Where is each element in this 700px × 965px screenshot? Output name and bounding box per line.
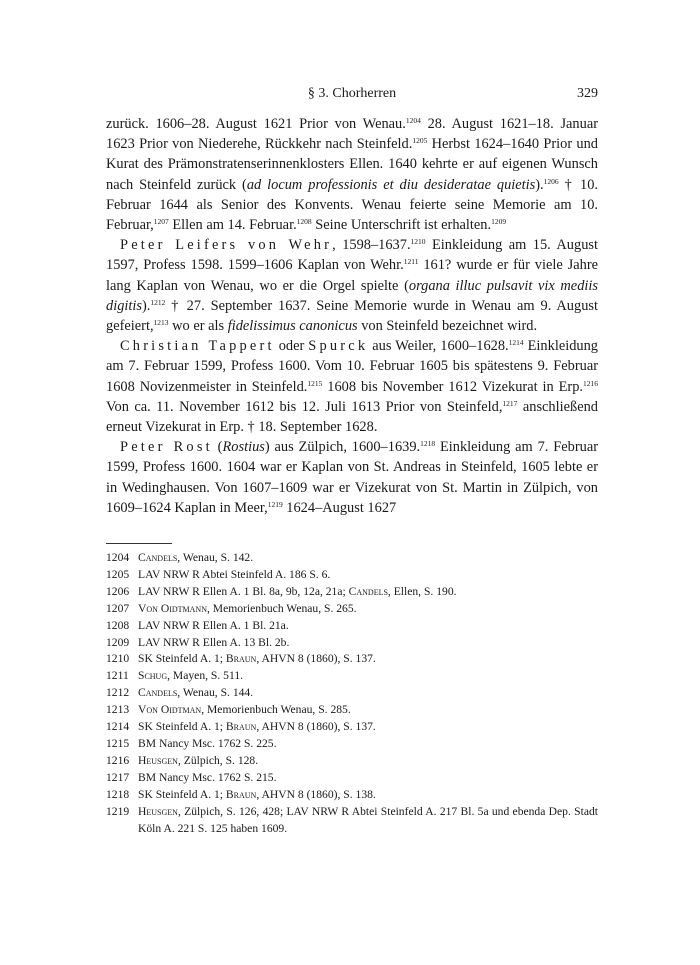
footnote-text	[138, 702, 598, 719]
footnote-ref: 1210	[410, 237, 426, 247]
text-run: Ellen am 14. Februar.	[168, 217, 297, 234]
footnote-ref: 1204	[405, 116, 421, 125]
footnote-ref: 1206	[543, 176, 559, 186]
text-run: , 1598–1637.	[332, 237, 411, 254]
text-run: (	[212, 439, 223, 456]
paragraph	[106, 336, 598, 437]
footnote-ref: 1205	[412, 136, 428, 146]
text-run: 1608 bis November 1612 Vizekurat in Erp.	[322, 378, 583, 395]
citation: LAV NRW R Ellen A. 13 Bl. 2b.	[138, 635, 290, 649]
footnote	[106, 567, 598, 584]
footnote	[106, 787, 598, 804]
citation: BM Nancy Msc. 1762 S. 215.	[138, 770, 277, 784]
latin-quote: organa illuc pulsavit vix mediis digitis	[106, 277, 598, 314]
footnote-number: 1207	[106, 601, 130, 615]
text-run: 1624–August 1627	[282, 499, 397, 516]
footnote-number: 1219	[106, 804, 130, 818]
footnote	[106, 618, 598, 635]
text-run: Einkleidung am 7. Februar 1599, Profess 1600. 1604 war er Kaplan von St. Andreas in Steinfeld, 1605 lebte er in Wedinghausen. Von 1607–1609 war er Vizekurat von St. Martin in Zülpich, von 1609–1624 Kaplan in Meer,	[106, 439, 599, 516]
author: Candels	[138, 551, 178, 564]
text-run: anschließend erneut Vizekurat in Erp. † 18. September 1628.	[106, 398, 598, 436]
author: Braun	[225, 720, 257, 734]
citation: SK Steinfeld A. 1;	[138, 720, 226, 734]
footnote-ref: 1217	[502, 398, 518, 408]
author: Braun	[225, 652, 257, 666]
text-run: Einkleidung am 15. August 1597, Profess 1598. 1599–1606 Kaplan von Wehr.	[106, 237, 598, 274]
text-run: aus Weiler, 1600–1628.	[368, 338, 509, 355]
page-number: 329	[577, 86, 598, 101]
footnote-ref: 1215	[307, 378, 323, 388]
paragraph	[106, 235, 598, 336]
citation: LAV NRW R Ellen A. 1 Bl. 21a.	[138, 618, 289, 632]
footnote-text	[138, 719, 598, 736]
footnote-text	[138, 668, 598, 685]
text-run: wo er als	[168, 318, 228, 335]
footnote	[106, 635, 598, 652]
citation: , Ellen, S. 190.	[387, 584, 457, 598]
text-run: Einkleidung am 7. Februar 1599, Profess 1600. Vom 10. Februar 1605 bis spätestens 9. Februar 1608 Novizenmeister in Steinfeld.	[106, 338, 598, 395]
text-run: Von ca. 11. November 1612 bis 12. Juli 1613 Prior von Steinfeld,	[106, 398, 503, 415]
running-header	[106, 86, 598, 106]
author: Candels	[348, 584, 388, 598]
citation: , Memorienbuch Wenau, S. 285.	[201, 703, 351, 717]
person-name: Peter Rost	[120, 439, 213, 456]
footnote-ref: 1213	[153, 318, 169, 328]
paragraph	[106, 437, 598, 518]
author: Von Oidtmann	[138, 601, 207, 615]
person-name-alt: Spurck	[308, 338, 369, 355]
footnote-ref: 1219	[267, 499, 283, 509]
latin-name: Rostius	[222, 439, 265, 456]
footnote-text	[138, 635, 598, 652]
footnote-text	[138, 736, 598, 753]
footnote-ref: 1216	[582, 378, 598, 388]
text-run: 28. August 1621–18. Januar 1623 Prior von Niederehe, Rückkehr nach Steinfeld.	[106, 116, 598, 153]
footnote-text	[138, 753, 598, 770]
footnote-number: 1213	[106, 703, 130, 717]
footnote-text	[138, 550, 598, 567]
footnote-text	[138, 618, 598, 635]
footnote	[106, 702, 598, 719]
text-run: oder	[274, 338, 309, 355]
footnote-text	[138, 770, 598, 787]
footnote	[106, 651, 598, 668]
citation: LAV NRW R Ellen A. 1 Bl. 8a, 9b, 12a, 21a;	[138, 584, 349, 598]
citation: , Memorienbuch Wenau, S. 265.	[206, 601, 357, 615]
footnote	[106, 601, 598, 618]
footnote	[106, 584, 598, 601]
citation: , Wenau, S. 144.	[177, 686, 254, 700]
section-title: § 3. Chorherren	[307, 86, 397, 101]
citation: , Zülpich, S. 126, 428; LAV NRW R Abtei Steinfeld A. 217 Bl. 5a und ebenda Dep. Stadt Köln A. 221 S. 125 haben 1609.	[138, 804, 598, 835]
text-run: ).	[141, 297, 151, 314]
footnote-text	[138, 787, 598, 804]
footnote	[106, 736, 598, 753]
citation: , Mayen, S. 511.	[167, 669, 244, 683]
footnote-ref: 1211	[403, 257, 419, 267]
footnote-number: 1214	[106, 720, 130, 734]
citation: , Wenau, S. 142.	[177, 551, 254, 564]
footnote-number: 1209	[106, 635, 130, 649]
latin-quote: fidelissimus canonicus	[227, 318, 358, 335]
footnote	[106, 753, 598, 770]
footnote-number: 1218	[106, 787, 130, 801]
text-run: † 27. September 1637. Seine Memorie wurde in Wenau am 9. August gefeiert,	[106, 297, 598, 335]
text-run: Seine Unterschrift ist erhalten.	[311, 217, 492, 234]
author: Heusgen	[138, 753, 178, 767]
text-run: † 10. Februar 1644 als Senior des Konvents. Wenau feierte seine Memorie am 10. Februar,	[106, 176, 599, 234]
citation: SK Steinfeld A. 1;	[138, 652, 226, 666]
footnote-text	[138, 567, 598, 584]
author: Heusgen	[138, 804, 178, 818]
footnote-number: 1211	[106, 669, 129, 683]
footnote-text	[138, 601, 598, 618]
citation: , AHVN 8 (1860), S. 137.	[256, 652, 376, 666]
footnote	[106, 668, 598, 685]
footnote-text	[138, 685, 598, 702]
footnote-ref: 1208	[296, 217, 312, 227]
author: Schug	[138, 669, 168, 683]
main-text	[106, 114, 598, 518]
footnote-number: 1210	[106, 652, 130, 666]
footnote-text	[138, 651, 598, 668]
paragraph	[106, 114, 598, 235]
footnotes	[106, 550, 598, 837]
footnote-ref: 1214	[508, 338, 524, 348]
citation: , AHVN 8 (1860), S. 137.	[256, 720, 376, 734]
footnote-text	[138, 804, 598, 838]
footnote-number: 1212	[106, 686, 130, 700]
footnote	[106, 804, 598, 838]
author: Von Oidtman	[138, 703, 202, 717]
footnote-number: 1204	[106, 551, 130, 564]
citation: , AHVN 8 (1860), S. 138.	[256, 787, 376, 801]
footnote-number: 1205	[106, 567, 130, 581]
person-name: Christian Tappert	[120, 338, 275, 355]
author: Candels	[138, 686, 178, 700]
footnote	[106, 719, 598, 736]
citation: BM Nancy Msc. 1762 S. 225.	[138, 736, 277, 750]
footnote-ref: 1207	[153, 217, 169, 227]
footnote-number: 1217	[106, 770, 130, 784]
citation: , Zülpich, S. 128.	[177, 753, 259, 767]
person-name: Peter Leifers von Wehr	[120, 237, 333, 254]
footnote-ref: 1212	[150, 297, 166, 307]
text-run: zurück. 1606–28. August 1621 Prior von Wenau.	[106, 116, 406, 132]
footnote-text	[138, 584, 598, 601]
footnote-number: 1208	[106, 618, 130, 632]
footnote-divider	[106, 543, 172, 544]
footnote	[106, 550, 598, 567]
footnote	[106, 770, 598, 787]
footnote-number: 1215	[106, 736, 130, 750]
text-run: 161? wurde er für viele Jahre lang Kaplan von Wenau, wo er die Orgel spielte (	[106, 257, 599, 294]
citation: SK Steinfeld A. 1;	[138, 787, 226, 801]
footnote-number: 1216	[106, 753, 130, 767]
text-run: ).	[535, 176, 544, 193]
citation: LAV NRW R Abtei Steinfeld A. 186 S. 6.	[138, 567, 331, 581]
text-run: ) aus Zülpich, 1600–1639.	[264, 439, 421, 456]
author: Braun	[225, 787, 257, 801]
footnote-number: 1206	[106, 584, 130, 598]
text-run: Herbst 1624–1640 Prior und Kurat des Prämonstratenserinnenklosters Ellen. 1640 kehrte er auf eigenen Wunsch nach Steinfeld zurück (	[106, 136, 598, 193]
latin-quote: ad locum professionis et diu desideratae quietis	[246, 176, 536, 193]
footnote-ref: 1209	[491, 217, 507, 227]
footnote-ref: 1218	[420, 439, 436, 449]
footnote	[106, 685, 598, 702]
text-run: von Steinfeld bezeichnet wird.	[357, 318, 538, 335]
